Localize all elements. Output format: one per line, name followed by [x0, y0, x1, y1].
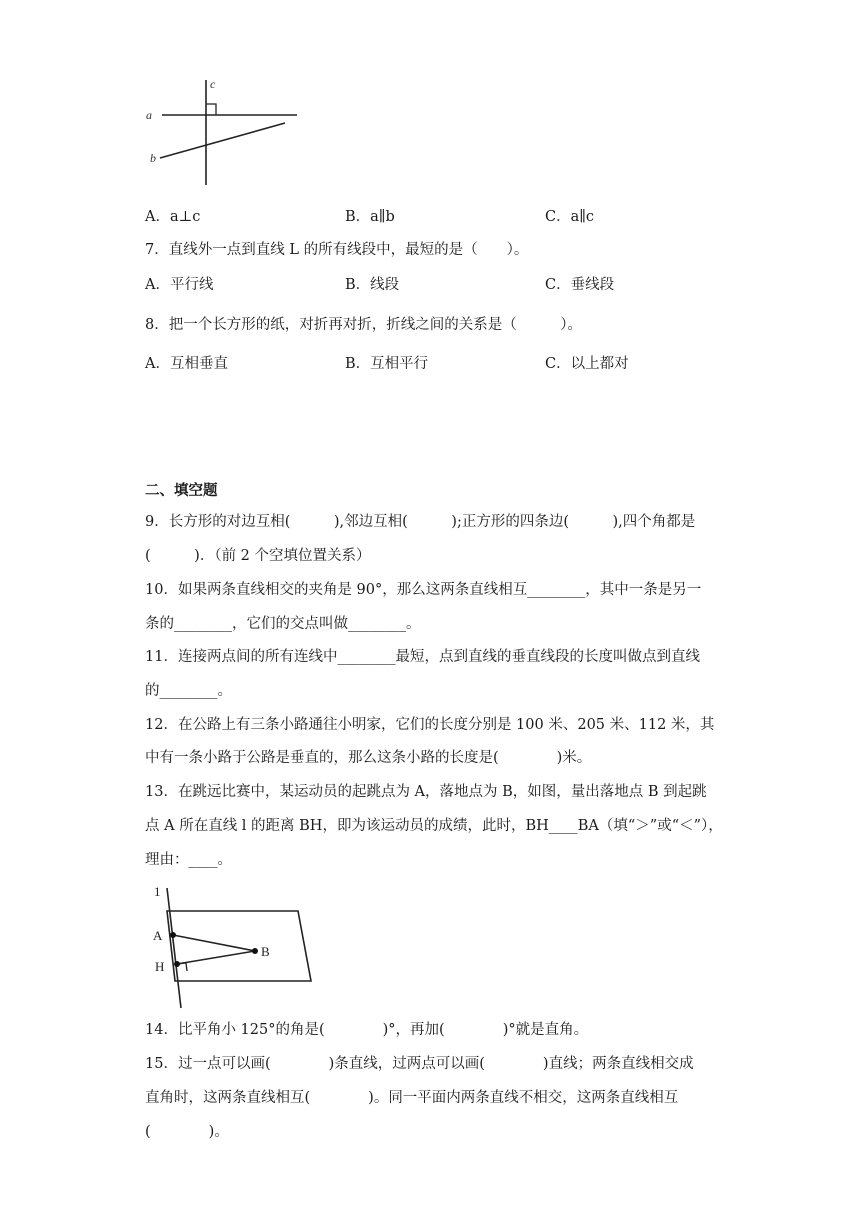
q6-option-b[interactable]: B．a∥b [345, 209, 395, 225]
q6-option-a[interactable]: A．a⊥c [145, 209, 201, 225]
label-c: c [210, 77, 216, 91]
question-13-line-2: 点 A 所在直线 l 的距离 BH，即为该运动员的成绩，此时，BH____BA（填“＞”或“＜”）， [145, 818, 723, 834]
q7-option-b[interactable]: B．线段 [345, 277, 400, 293]
section-title-fill-in: 二、填空题 [145, 483, 218, 499]
figure-lines-abc [140, 70, 310, 190]
question-15-line-2: 直角时，这两条直线相互( )。同一平面内两条直线不相交，这两条直线相互 [145, 1090, 679, 1106]
question-11-line-2: 的________。 [145, 683, 232, 699]
q6-option-c[interactable]: C．a∥c [545, 209, 595, 225]
line-b [160, 123, 285, 158]
q7-option-c[interactable]: C．垂线段 [545, 277, 615, 293]
label-b: b [150, 151, 156, 165]
question-12-line-1: 12．在公路上有三条小路通往小明家，它们的长度分别是 100 米、205 米、112 米，其 [145, 717, 715, 733]
q8-option-b[interactable]: B．互相平行 [345, 356, 429, 372]
label-H: H [155, 959, 165, 974]
label-a: a [146, 108, 152, 122]
point-B [252, 948, 258, 954]
question-10-line-2: 条的________，它们的交点叫做________。 [145, 616, 421, 632]
question-13-line-3: 理由：____。 [145, 852, 232, 868]
q7-option-a[interactable]: A．平行线 [145, 277, 214, 293]
segment-AB [173, 935, 255, 951]
question-13-line-1: 13．在跳远比赛中，某运动员的起跳点为 A，落地点为 B，如图，量出落地点 B 到起跳 [145, 784, 707, 800]
segment-HB [177, 951, 255, 964]
question-15-line-3: ( )。 [145, 1124, 229, 1140]
pit-parallelogram [167, 911, 311, 981]
q8-option-c[interactable]: C．以上都对 [545, 356, 629, 372]
question-9-line-1: 9．长方形的对边互相( ),邻边互相( );正方形的四条边( ),四个角都是 [145, 514, 696, 530]
question-14: 14．比平角小 125°的角是( )°，再加( )°就是直角。 [145, 1022, 589, 1038]
label-l: 1 [154, 884, 161, 899]
label-A: A [153, 928, 163, 943]
question-8: 8．把一个长方形的纸，对折再对折，折线之间的关系是（ ）。 [145, 317, 582, 333]
point-A [170, 932, 176, 938]
line-l [167, 888, 181, 1008]
label-B: B [261, 944, 270, 959]
figure-long-jump [145, 880, 325, 1015]
question-9-line-2: ( )．（前 2 个空填位置关系） [145, 548, 371, 564]
question-11-line-1: 11．连接两点间的所有连线中________最短，点到直线的垂直线段的长度叫做点到直线 [145, 649, 700, 665]
q8-option-a[interactable]: A．互相垂直 [145, 356, 228, 372]
right-angle-mark [206, 104, 216, 115]
question-15-line-1: 15．过一点可以画( )条直线，过两点可以画( )直线；两条直线相交成 [145, 1056, 694, 1072]
question-12-line-2: 中有一条小路于公路是垂直的，那么这条小路的长度是( )米。 [145, 750, 592, 766]
question-10-line-1: 10．如果两条直线相交的夹角是 90°，那么这两条直线相互________，其中一条是另一 [145, 582, 702, 598]
point-H [174, 961, 180, 967]
question-7: 7．直线外一点到直线 L 的所有线段中，最短的是（ ）。 [145, 242, 529, 258]
